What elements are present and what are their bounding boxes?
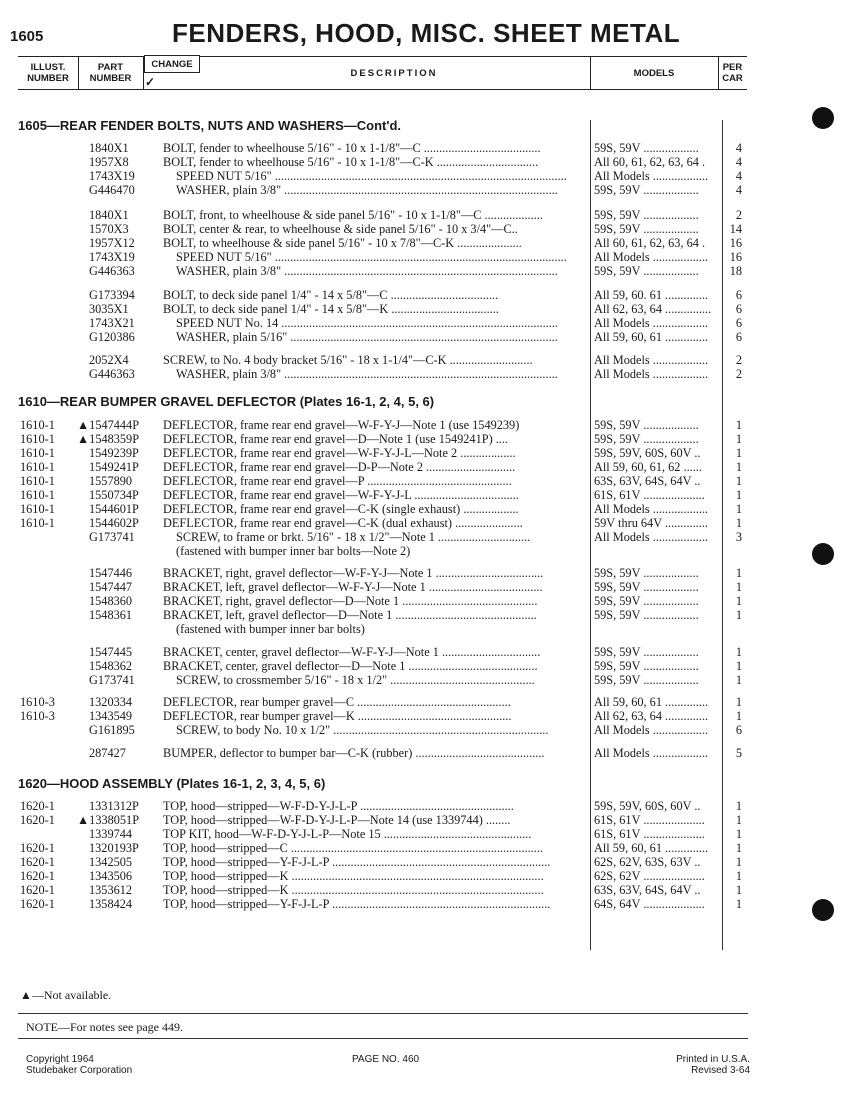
part-number: G161895	[89, 723, 135, 737]
description: TOP, hood—stripped—Y-F-J-L-P .......................................................................	[163, 897, 551, 911]
description: WASHER, plain 3/8" .........................................................................................	[176, 264, 558, 278]
part-number: G173741	[89, 673, 135, 687]
part-number: 1544602P	[89, 516, 139, 530]
illust-number: 1610-1	[20, 460, 55, 474]
models: 61S, 61V ....................	[594, 827, 705, 841]
table-row	[0, 544, 760, 558]
description: BRACKET, center, gravel deflector—D—Note 1 ..........................................	[163, 659, 538, 673]
part-number: 3035X1	[89, 302, 129, 316]
table-row	[0, 566, 760, 580]
per-car: 1	[735, 502, 742, 516]
table-row	[0, 208, 760, 222]
table-row	[0, 141, 760, 155]
part-number: 1358424	[89, 897, 133, 911]
table-row	[0, 841, 760, 855]
models: All 59, 60, 61 ..............	[594, 330, 709, 344]
section-heading-1610: 1610—REAR BUMPER GRAVEL DEFLECTOR (Plates 16-1, 2, 4, 5, 6)	[18, 394, 435, 409]
description: WASHER, plain 3/8" .........................................................................................	[176, 367, 558, 381]
per-car: 1	[735, 897, 742, 911]
per-car: 1	[735, 474, 742, 488]
table-row	[0, 236, 760, 250]
binder-hole	[812, 543, 834, 565]
copyright: Copyright 1964 Studebaker Corporation	[26, 1054, 133, 1076]
models: 59S, 59V ..................	[594, 608, 699, 622]
per-car: 1	[735, 608, 742, 622]
models: 59S, 59V ..................	[594, 673, 699, 687]
description: WASHER, plain 5/16" .......................................................................................	[176, 330, 558, 344]
illust-number: 1610-1	[20, 516, 55, 530]
illust-number: 1620-1	[20, 799, 55, 813]
description: BRACKET, right, gravel deflector—D—Note 1 ............................................	[163, 594, 538, 608]
models: 59S, 59V ..................	[594, 264, 699, 278]
description: BOLT, front, to wheelhouse & side panel 5/16" - 10 x 1-1/8"—C ...................	[163, 208, 543, 222]
illust-number: 1610-1	[20, 488, 55, 502]
per-car: 1	[735, 418, 742, 432]
illust-number: 1610-1	[20, 418, 55, 432]
illust-number: 1610-3	[20, 709, 55, 723]
models: 64S, 64V ....................	[594, 897, 705, 911]
per-car: 4	[735, 183, 742, 197]
check-icon: ✓	[145, 75, 156, 89]
part-number: G173394	[89, 288, 135, 302]
table-row	[0, 608, 760, 622]
description: WASHER, plain 3/8" .........................................................................................	[176, 183, 558, 197]
table-row	[0, 897, 760, 911]
description: TOP, hood—stripped—W-F-D-Y-J-L-P—Note 14 (use 1339744) ........	[163, 813, 511, 827]
illust-number: 1610-1	[20, 502, 55, 516]
illust-number: 1610-1	[20, 446, 55, 460]
table-row	[0, 446, 760, 460]
models: All Models ..................	[594, 250, 709, 264]
description: DEFLECTOR, frame rear end gravel—W-F-Y-J-L—Note 2 ..................	[163, 446, 516, 460]
part-number: 1957X12	[89, 236, 135, 250]
notes-reference: NOTE—For notes see page 449.	[26, 1020, 183, 1034]
part-number: 1957X8	[89, 155, 129, 169]
per-car: 2	[735, 208, 742, 222]
part-number: 1570X3	[89, 222, 129, 236]
models: All Models ..................	[594, 530, 709, 544]
part-number: 1544601P	[89, 502, 139, 516]
table-row	[0, 250, 760, 264]
part-number-header: PART NUMBER	[89, 62, 132, 84]
per-car-header: PER CAR	[722, 62, 743, 84]
table-row	[0, 418, 760, 432]
part-number: 1548360	[89, 594, 133, 608]
part-number: 1549241P	[89, 460, 139, 474]
table-row	[0, 367, 760, 381]
models: 59S, 59V, 60S, 60V ..	[594, 799, 701, 813]
table-row	[0, 222, 760, 236]
per-car: 1	[735, 869, 742, 883]
models: 63S, 63V, 64S, 64V ..	[594, 474, 701, 488]
per-car: 18	[729, 264, 742, 278]
per-car: 6	[735, 723, 742, 737]
table-row	[0, 316, 760, 330]
description: SPEED NUT 5/16" ...............................................................................................	[176, 250, 567, 264]
table-row	[0, 353, 760, 367]
part-number: G446363	[89, 264, 135, 278]
column-header	[18, 56, 747, 90]
part-number: 1743X19	[89, 169, 135, 183]
table-row	[0, 516, 760, 530]
table-row	[0, 169, 760, 183]
table-row	[0, 183, 760, 197]
per-car: 1	[735, 460, 742, 474]
models: All Models ..................	[594, 746, 709, 760]
part-number: 1548362	[89, 659, 133, 673]
illust-number: 1620-1	[20, 897, 55, 911]
per-car: 1	[735, 566, 742, 580]
page-number: 1605	[10, 28, 44, 45]
per-car: 6	[735, 330, 742, 344]
models: 59S, 59V ..................	[594, 141, 699, 155]
description: BOLT, center & rear, to wheelhouse & side panel 5/16" - 10 x 3/4"—C..	[163, 222, 518, 236]
part-number: 1339744	[89, 827, 133, 841]
binder-hole	[812, 899, 834, 921]
models: 59S, 59V ..................	[594, 645, 699, 659]
models: All Models ..................	[594, 353, 709, 367]
per-car: 6	[735, 288, 742, 302]
part-number: 1840X1	[89, 208, 129, 222]
description: TOP, hood—stripped—K ..................................................................................	[163, 883, 544, 897]
table-row	[0, 827, 760, 841]
per-car: 16	[729, 250, 742, 264]
per-car: 4	[735, 155, 742, 169]
section-heading-1620: 1620—HOOD ASSEMBLY (Plates 16-1, 2, 3, 4, 5, 6)	[18, 776, 326, 791]
description: BRACKET, left, gravel deflector—W-F-Y-J—Note 1 .....................................	[163, 580, 543, 594]
description: BRACKET, left, gravel deflector—D—Note 1 ..............................................	[163, 608, 537, 622]
table-row	[0, 813, 760, 827]
description: SCREW, to crossmember 5/16" - 18 x 1/2" ...............................................	[176, 673, 535, 687]
description: DEFLECTOR, frame rear end gravel—W-F-Y-J—Note 1 (use 1549239)	[163, 418, 520, 432]
per-car: 1	[735, 799, 742, 813]
table-row	[0, 432, 760, 446]
divider	[18, 1038, 748, 1039]
models: All Models ..................	[594, 502, 709, 516]
models: 61S, 61V ....................	[594, 813, 705, 827]
table-row	[0, 502, 760, 516]
per-car: 5	[735, 746, 742, 760]
models: 59V thru 64V ..............	[594, 516, 708, 530]
illust-number: 1610-1	[20, 432, 55, 446]
table-row	[0, 488, 760, 502]
per-car: 1	[735, 659, 742, 673]
description: DEFLECTOR, frame rear end gravel—D-P—Note 2 .............................	[163, 460, 516, 474]
table-row	[0, 695, 760, 709]
part-number: ▲1547444P	[77, 418, 140, 432]
illust-number: 1610-3	[20, 695, 55, 709]
per-car: 1	[735, 594, 742, 608]
part-number: 1320334	[89, 695, 133, 709]
models: 59S, 59V ..................	[594, 208, 699, 222]
description-header: DESCRIPTION	[350, 67, 438, 79]
models: All 59, 60, 61 ..............	[594, 695, 709, 709]
models: 61S, 61V ....................	[594, 488, 705, 502]
illust-number: 1620-1	[20, 869, 55, 883]
part-number: 1743X19	[89, 250, 135, 264]
description: DEFLECTOR, frame rear end gravel—D—Note 1 (use 1549241P) ....	[163, 432, 509, 446]
part-number: G120386	[89, 330, 135, 344]
part-number: G173741	[89, 530, 135, 544]
part-number: 1550734P	[89, 488, 139, 502]
models: 59S, 59V ..................	[594, 566, 699, 580]
part-number: 2052X4	[89, 353, 129, 367]
table-row	[0, 709, 760, 723]
description: TOP, hood—stripped—K ..................................................................................	[163, 869, 544, 883]
table-row	[0, 330, 760, 344]
per-car: 1	[735, 855, 742, 869]
per-car: 1	[735, 883, 742, 897]
part-number: 287427	[89, 746, 126, 760]
table-row	[0, 288, 760, 302]
models: 62S, 62V, 63S, 63V ..	[594, 855, 701, 869]
per-car: 16	[729, 236, 742, 250]
illust-number-header: ILLUST. NUMBER	[27, 62, 69, 84]
models: 59S, 59V ..................	[594, 594, 699, 608]
per-car: 2	[735, 367, 742, 381]
description: BOLT, fender to wheelhouse 5/16" - 10 x 1-1/8"—C-K .................................	[163, 155, 539, 169]
models: 59S, 59V ..................	[594, 580, 699, 594]
models: All Models ..................	[594, 316, 709, 330]
part-number: 1320193P	[89, 841, 139, 855]
models: All Models ..................	[594, 169, 709, 183]
description: DEFLECTOR, rear bumper gravel—C ..................................................	[163, 695, 511, 709]
models: 59S, 59V, 60S, 60V ..	[594, 446, 701, 460]
description: BOLT, to deck side panel 1/4" - 14 x 5/8"—K ...................................	[163, 302, 499, 316]
table-row	[0, 645, 760, 659]
description: DEFLECTOR, rear bumper gravel—K ..................................................	[163, 709, 512, 723]
description: DEFLECTOR, frame rear end gravel—P ...............................................	[163, 474, 512, 488]
per-car: 1	[735, 516, 742, 530]
per-car: 14	[729, 222, 742, 236]
description: TOP, hood—stripped—W-F-D-Y-J-L-P ..................................................	[163, 799, 514, 813]
description: SPEED NUT No. 14 ..........................................................................................	[176, 316, 559, 330]
table-row	[0, 673, 760, 687]
illust-number: 1610-1	[20, 474, 55, 488]
description: SCREW, to frame or brkt. 5/16" - 18 x 1/2"—Note 1 ..............................	[176, 530, 531, 544]
table-row	[0, 155, 760, 169]
description: (fastened with bumper inner bar bolts—Note 2)	[176, 544, 411, 558]
table-row	[0, 594, 760, 608]
description: SCREW, to No. 4 body bracket 5/16" - 18 x 1-1/4"—C-K ...........................	[163, 353, 533, 367]
description: (fastened with bumper inner bar bolts)	[176, 622, 365, 636]
description: SCREW, to body No. 10 x 1/2" ......................................................................	[176, 723, 549, 737]
per-car: 1	[735, 827, 742, 841]
table-row	[0, 883, 760, 897]
part-number: G446363	[89, 367, 135, 381]
illust-number: 1620-1	[20, 883, 55, 897]
description: BOLT, to wheelhouse & side panel 5/16" - 10 x 7/8"—C-K .....................	[163, 236, 522, 250]
description: BOLT, fender to wheelhouse 5/16" - 10 x 1-1/8"—C ......................................	[163, 141, 541, 155]
per-car: 1	[735, 673, 742, 687]
per-car: 4	[735, 141, 742, 155]
part-number: 1353612	[89, 883, 133, 897]
part-number: 1342505	[89, 855, 133, 869]
table-row	[0, 723, 760, 737]
models: All Models ..................	[594, 367, 709, 381]
table-row	[0, 474, 760, 488]
per-car: 1	[735, 432, 742, 446]
description: DEFLECTOR, frame rear end gravel—W-F-Y-J-L ..................................	[163, 488, 519, 502]
models: 59S, 59V ..................	[594, 418, 699, 432]
models: 59S, 59V ..................	[594, 659, 699, 673]
description: BRACKET, right, gravel deflector—W-F-Y-J—Note 1 ...................................	[163, 566, 544, 580]
per-car: 6	[735, 316, 742, 330]
description: TOP, hood—stripped—C ..................................................................................	[163, 841, 543, 855]
models: All 60, 61, 62, 63, 64 .	[594, 155, 706, 169]
part-number: 1547445	[89, 645, 133, 659]
table-row	[0, 855, 760, 869]
part-number: 1331312P	[89, 799, 139, 813]
models: All 62, 63, 64 ...............	[594, 302, 712, 316]
description: SPEED NUT 5/16" ...............................................................................................	[176, 169, 567, 183]
models: 59S, 59V ..................	[594, 432, 699, 446]
section-heading-1605: 1605—REAR FENDER BOLTS, NUTS AND WASHERS—Cont'd.	[18, 118, 402, 133]
models: All 59, 60. 61 ..............	[594, 288, 709, 302]
table-row	[0, 460, 760, 474]
per-car: 1	[735, 488, 742, 502]
part-number: 1743X21	[89, 316, 135, 330]
per-car: 4	[735, 169, 742, 183]
part-number: 1549239P	[89, 446, 139, 460]
change-header: CHANGE	[144, 55, 200, 73]
models: 59S, 59V ..................	[594, 222, 699, 236]
description: TOP, hood—stripped—Y-F-J-L-P .......................................................................	[163, 855, 551, 869]
description: BRACKET, center, gravel deflector—W-F-Y-J—Note 1 ................................	[163, 645, 541, 659]
page-title: FENDERS, HOOD, MISC. SHEET METAL	[172, 18, 681, 48]
models: All 60, 61, 62, 63, 64 .	[594, 236, 706, 250]
table-row	[0, 869, 760, 883]
binder-hole	[812, 107, 834, 129]
models: All 59, 60, 61 ..............	[594, 841, 709, 855]
models: All 62, 63, 64 ..............	[594, 709, 709, 723]
per-car: 1	[735, 709, 742, 723]
table-row	[0, 264, 760, 278]
models: All 59, 60, 61, 62 ......	[594, 460, 702, 474]
table-row	[0, 530, 760, 544]
models: 63S, 63V, 64S, 64V ..	[594, 883, 701, 897]
per-car: 1	[735, 645, 742, 659]
illust-number: 1620-1	[20, 855, 55, 869]
models: 59S, 59V ..................	[594, 183, 699, 197]
models: All Models ..................	[594, 723, 709, 737]
description: BUMPER, deflector to bumper bar—C-K (rubber) ..........................................	[163, 746, 545, 760]
description: DEFLECTOR, frame rear end gravel—C-K (single exhaust) ..................	[163, 502, 519, 516]
description: TOP KIT, hood—W-F-D-Y-J-L-P—Note 15 ................................................	[163, 827, 532, 841]
part-number: 1547447	[89, 580, 133, 594]
per-car: 1	[735, 695, 742, 709]
per-car: 1	[735, 841, 742, 855]
table-row	[0, 580, 760, 594]
part-number: 1343506	[89, 869, 133, 883]
per-car: 1	[735, 446, 742, 460]
description: BOLT, to deck side panel 1/4" - 14 x 5/8"—C ...................................	[163, 288, 499, 302]
models: 62S, 62V ....................	[594, 869, 705, 883]
part-number: ▲1338051P	[77, 813, 140, 827]
table-row	[0, 746, 760, 760]
part-number: 1840X1	[89, 141, 129, 155]
illust-number: 1620-1	[20, 813, 55, 827]
table-row	[0, 659, 760, 673]
part-number: 1343549	[89, 709, 133, 723]
part-number: 1548361	[89, 608, 133, 622]
per-car: 1	[735, 580, 742, 594]
printed-info: Printed in U.S.A. Revised 3-64	[676, 1054, 750, 1076]
part-number: 1547446	[89, 566, 133, 580]
table-row	[0, 799, 760, 813]
not-available-legend: ▲—Not available.	[20, 988, 112, 1002]
table-row	[0, 302, 760, 316]
page-no-footer: PAGE NO. 460	[352, 1054, 420, 1065]
illust-number: 1620-1	[20, 841, 55, 855]
per-car: 6	[735, 302, 742, 316]
part-number: G446470	[89, 183, 135, 197]
part-number: 1557890	[89, 474, 133, 488]
divider	[18, 1013, 748, 1014]
part-number: ▲1548359P	[77, 432, 140, 446]
per-car: 3	[735, 530, 742, 544]
per-car: 1	[735, 813, 742, 827]
table-row	[0, 622, 760, 636]
per-car: 2	[735, 353, 742, 367]
models-header: MODELS	[633, 67, 675, 79]
description: DEFLECTOR, frame rear end gravel—C-K (dual exhaust) ......................	[163, 516, 523, 530]
